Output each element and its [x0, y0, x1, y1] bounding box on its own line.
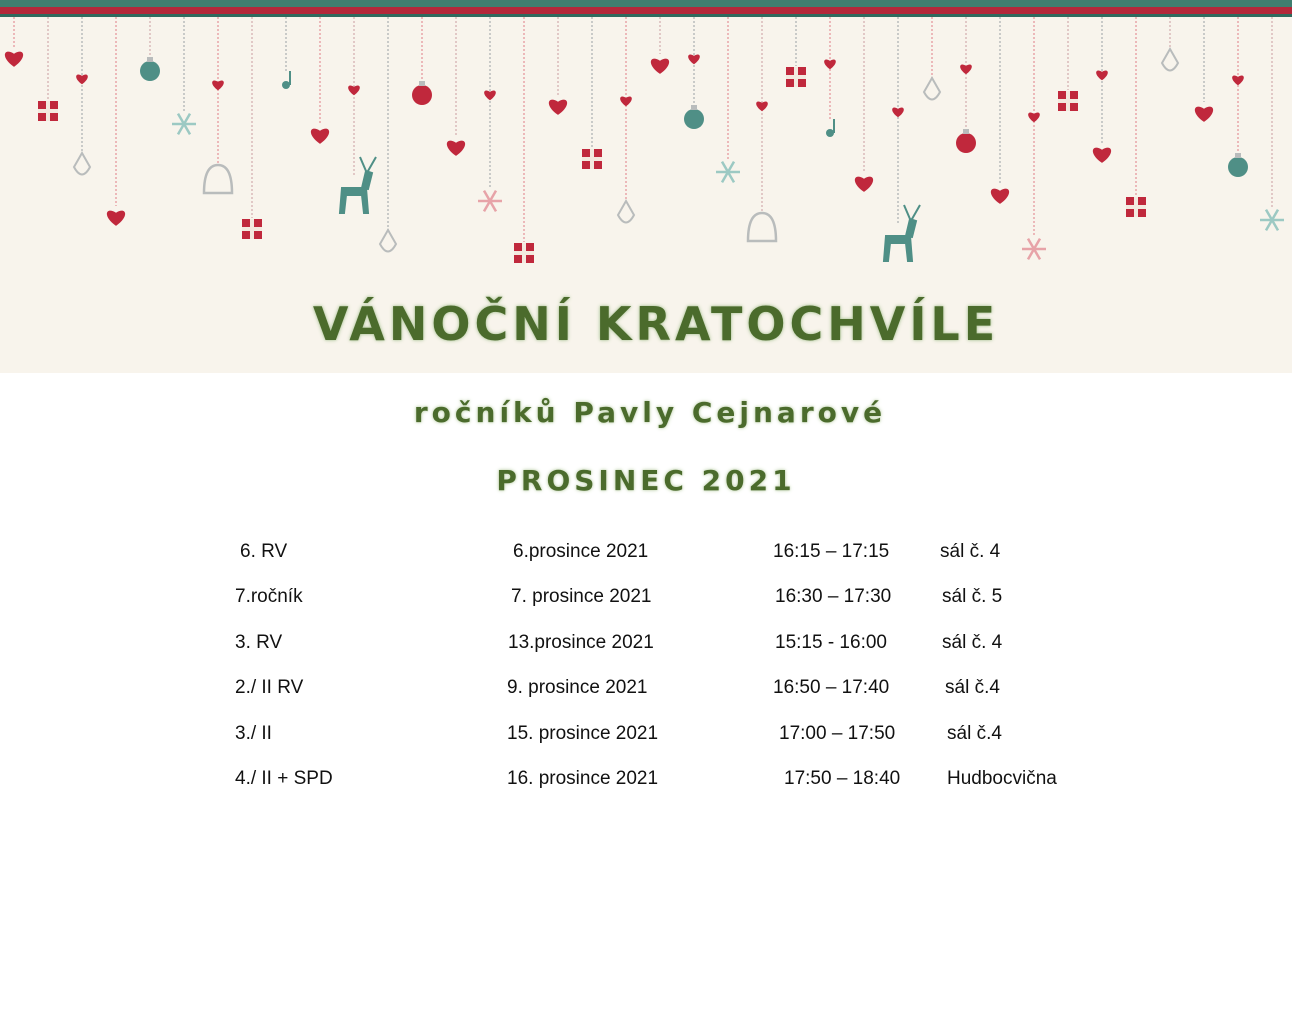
- heart-ornament: [756, 102, 768, 112]
- drop-ornament: [618, 201, 634, 223]
- bauble-ornament: [684, 109, 704, 129]
- music-note-ornament: [282, 81, 290, 89]
- music-note-ornament: [826, 129, 834, 137]
- room-cell: Hudbocvična: [947, 768, 1057, 789]
- schedule-row: [0, 586, 1292, 610]
- heart-ornament: [855, 177, 873, 192]
- bell-ornament: [748, 213, 776, 241]
- time-cell: 17:50 – 18:40: [784, 768, 901, 789]
- reindeer-ornament: [340, 157, 376, 213]
- heart-ornament: [311, 129, 329, 144]
- heart-ornament: [1195, 107, 1213, 122]
- heart-ornament: [484, 91, 496, 101]
- group-cell: 2./ II RV: [235, 677, 304, 698]
- month-heading: PROSINEC 2021: [496, 464, 796, 497]
- hanging-ornaments-illustration: [0, 17, 1292, 277]
- heart-ornament: [348, 86, 360, 96]
- bauble-ornament: [1228, 157, 1248, 177]
- heart-ornament: [824, 60, 836, 70]
- bauble-cap: [419, 81, 425, 86]
- schedule-row: [0, 541, 1292, 565]
- room-cell: sál č.4: [945, 677, 1000, 698]
- date-cell: 16. prosince 2021: [507, 768, 659, 789]
- heart-ornament: [960, 65, 972, 75]
- gift-ribbon: [582, 157, 602, 161]
- bauble-ornament: [956, 133, 976, 153]
- heart-ornament: [1096, 71, 1108, 81]
- heart-ornament: [651, 59, 669, 74]
- time-cell: 16:30 – 17:30: [775, 586, 892, 607]
- page-subtitle: ročníků Pavly Cejnarové: [413, 396, 887, 429]
- heart-ornament: [1232, 76, 1244, 86]
- room-cell: sál č.4: [947, 723, 1002, 744]
- top-stripe-teal: [0, 0, 1292, 7]
- bell-ornament: [204, 165, 232, 193]
- schedule-row: [0, 768, 1292, 792]
- heart-ornament: [76, 75, 88, 85]
- reindeer-ornament: [884, 205, 920, 261]
- drop-ornament: [380, 230, 396, 252]
- time-cell: 15:15 - 16:00: [775, 632, 887, 653]
- gift-ribbon: [514, 251, 534, 255]
- date-cell: 9. prosince 2021: [507, 677, 648, 698]
- time-cell: 16:50 – 17:40: [773, 677, 890, 698]
- bauble-cap: [963, 129, 969, 134]
- heart-ornament: [5, 52, 23, 67]
- date-cell: 13.prosince 2021: [508, 632, 654, 653]
- bauble-ornament: [140, 61, 160, 81]
- group-cell: 3. RV: [235, 632, 283, 653]
- date-cell: 7. prosince 2021: [511, 586, 652, 607]
- gift-ribbon: [786, 75, 806, 79]
- drop-ornament: [1162, 49, 1178, 71]
- heart-ornament: [1028, 113, 1040, 123]
- room-cell: sál č. 5: [942, 586, 1003, 607]
- page-title: VÁNOČNÍ KRATOCHVÍLE: [312, 297, 1000, 351]
- heart-ornament: [892, 108, 904, 118]
- room-cell: sál č. 4: [940, 541, 1001, 562]
- drop-ornament: [74, 153, 90, 175]
- heart-ornament: [549, 100, 567, 115]
- heart-ornament: [620, 97, 632, 107]
- group-cell: 4./ II + SPD: [235, 768, 333, 789]
- time-cell: 17:00 – 17:50: [779, 723, 896, 744]
- bauble-cap: [691, 105, 697, 110]
- time-cell: 16:15 – 17:15: [773, 541, 890, 562]
- gift-ribbon: [242, 227, 262, 231]
- gift-ribbon: [1126, 205, 1146, 209]
- schedule-row: [0, 723, 1292, 747]
- room-cell: sál č. 4: [942, 632, 1003, 653]
- heart-ornament: [991, 189, 1009, 204]
- top-stripe-red: [0, 7, 1292, 14]
- heart-ornament: [688, 55, 700, 65]
- bauble-ornament: [412, 85, 432, 105]
- bauble-cap: [1235, 153, 1241, 158]
- heart-ornament: [212, 81, 224, 91]
- gift-ribbon: [1058, 99, 1078, 103]
- date-cell: 6.prosince 2021: [513, 541, 649, 562]
- heart-ornament: [1093, 148, 1111, 163]
- schedule-row: [0, 677, 1292, 701]
- group-cell: 6. RV: [240, 541, 288, 562]
- bauble-cap: [147, 57, 153, 62]
- date-cell: 15. prosince 2021: [507, 723, 659, 744]
- schedule-row: [0, 632, 1292, 656]
- group-cell: 7.ročník: [235, 586, 303, 607]
- heart-ornament: [107, 211, 125, 226]
- drop-ornament: [924, 78, 940, 100]
- gift-ribbon: [38, 109, 58, 113]
- heart-ornament: [447, 141, 465, 156]
- group-cell: 3./ II: [235, 723, 272, 744]
